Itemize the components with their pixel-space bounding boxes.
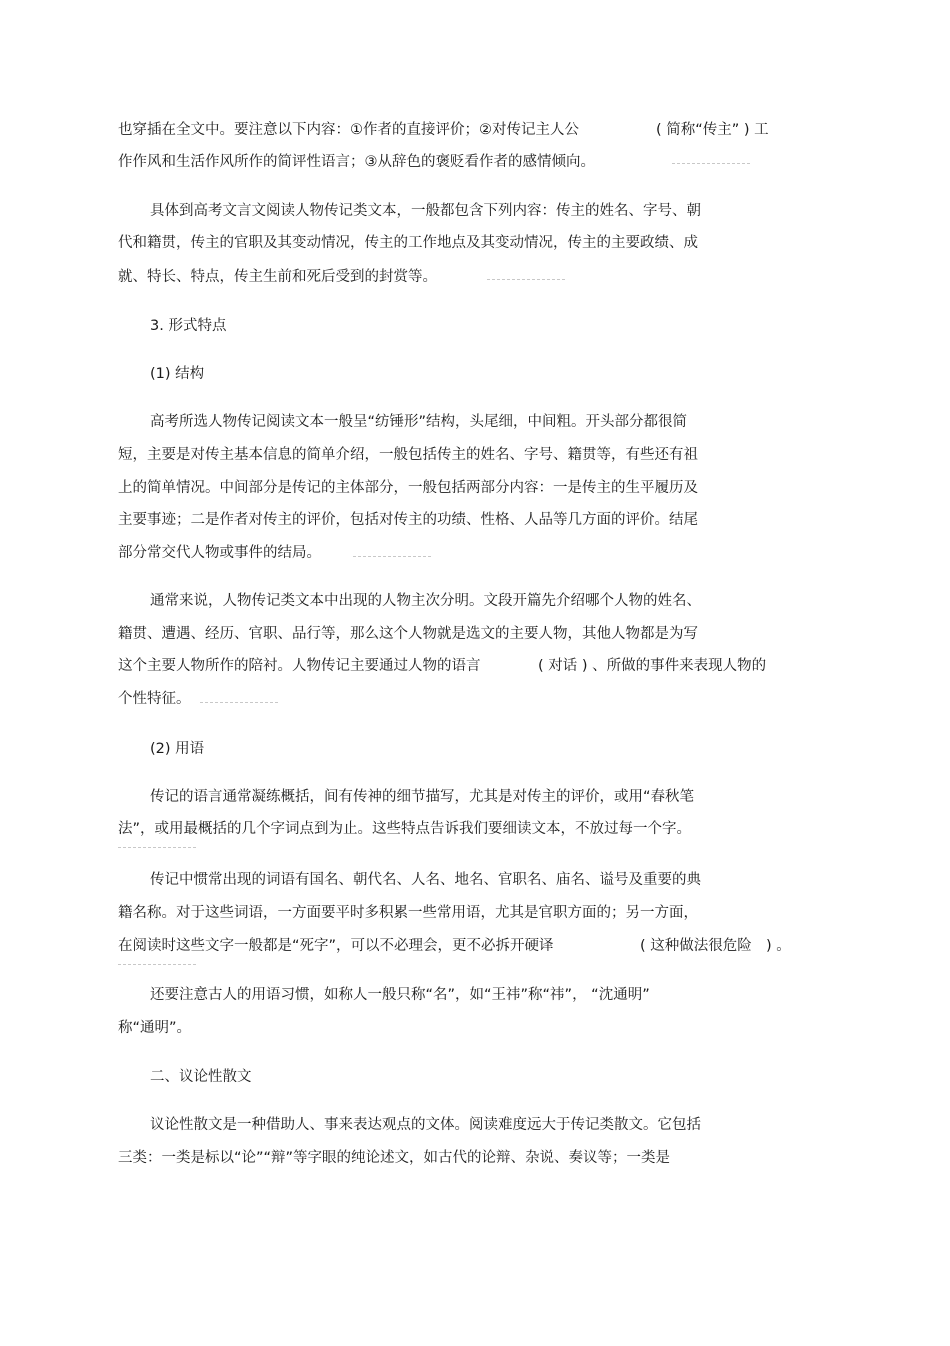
- paragraph-line: 主要事迹；二是作者对传主的评价，包括对传主的功绩、性格、人品等几方面的评价。结尾: [118, 512, 698, 528]
- dashed-mark: [672, 163, 750, 164]
- paragraph-line: 议论性散文是一种借助人、事来表达观点的文体。阅读难度远大于传记类散文。它包括: [150, 1117, 701, 1133]
- dashed-mark: [118, 847, 196, 848]
- dashed-mark: [200, 702, 278, 703]
- paragraph-line: 也穿插在全文中。要注意以下内容：①作者的直接评价；②对传记主人公: [118, 122, 579, 138]
- dashed-mark: [487, 279, 565, 280]
- paragraph-line: 籍贯、遭遇、经历、官职、品行等，那么这个人物就是选文的主要人物，其他人物都是为写: [118, 626, 698, 642]
- subsection-heading: (2) 用语: [150, 741, 205, 757]
- paragraph-line: 作作风和生活作风所作的简评性语言；③从辞色的褒贬看作者的感情倾向。: [118, 154, 595, 170]
- paragraph-line: 部分常交代人物或事件的结局。: [118, 545, 321, 561]
- paragraph-line: 传记中惯常出现的词语有国名、朝代名、人名、地名、官职名、庙名、谥号及重要的典: [150, 872, 701, 888]
- paragraph-line: 传记的语言通常凝练概括，间有传神的细节描写，尤其是对传主的评价，或用“春秋笔: [150, 789, 695, 805]
- section-heading: 二、议论性散文: [150, 1069, 252, 1085]
- dashed-mark: [118, 964, 196, 965]
- paragraph-line-fragment: ) 。: [766, 938, 791, 954]
- paragraph-line: 高考所选人物传记阅读文本一般呈“纺锤形”结构，头尾细，中间粗。开头部分都很简: [150, 414, 688, 430]
- paragraph-line: 三类：一类是标以“论”“辩”等字眼的纯论述文，如古代的论辩、杂说、奏议等；一类是: [118, 1150, 671, 1166]
- paragraph-line-fragment: ( 这种做法很危险: [640, 938, 752, 954]
- paragraph-line: 这个主要人物所作的陪衬。人物传记主要通过人物的语言: [118, 658, 481, 674]
- subsection-heading: (1) 结构: [150, 366, 205, 382]
- paragraph-line: 短，主要是对传主基本信息的简单介绍，一般包括传主的姓名、字号、籍贯等，有些还有祖: [118, 447, 698, 463]
- paragraph-line-fragment: ( 简称“传主” ) 工: [656, 122, 769, 138]
- paragraph-line: 还要注意古人的用语习惯，如称人一般只称“名”，如“王祎”称“祎”， “沈通明”: [150, 987, 650, 1003]
- paragraph-line: 就、特长、特点，传主生前和死后受到的封赏等。: [118, 269, 437, 285]
- paragraph-line: 在阅读时这些文字一般都是“死字”，可以不必理会，更不必拆开硬译: [118, 938, 554, 954]
- paragraph-line: 法”，或用最概括的几个字词点到为止。这些特点告诉我们要细读文本，不放过每一个字。: [118, 821, 692, 837]
- paragraph-line-fragment: ( 对话 ) 、所做的事件来表现人物的: [538, 658, 767, 674]
- paragraph-line: 上的简单情况。中间部分是传记的主体部分，一般包括两部分内容：一是传主的生平履历及: [118, 480, 698, 496]
- paragraph-line: 称“通明”。: [118, 1020, 192, 1036]
- paragraph-line: 具体到高考文言文阅读人物传记类文本，一般都包含下列内容：传主的姓名、字号、朝: [150, 203, 701, 219]
- paragraph-line: 个性特征。: [118, 691, 191, 707]
- section-heading: 3. 形式特点: [150, 318, 227, 334]
- paragraph-line: 代和籍贯，传主的官职及其变动情况，传主的工作地点及其变动情况，传主的主要政绩、成: [118, 235, 698, 251]
- paragraph-line: 籍名称。对于这些词语，一方面要平时多积累一些常用语，尤其是官职方面的；另一方面，: [118, 905, 698, 921]
- paragraph-line: 通常来说，人物传记类文本中出现的人物主次分明。文段开篇先介绍哪个人物的姓名、: [150, 593, 701, 609]
- dashed-mark: [353, 556, 431, 557]
